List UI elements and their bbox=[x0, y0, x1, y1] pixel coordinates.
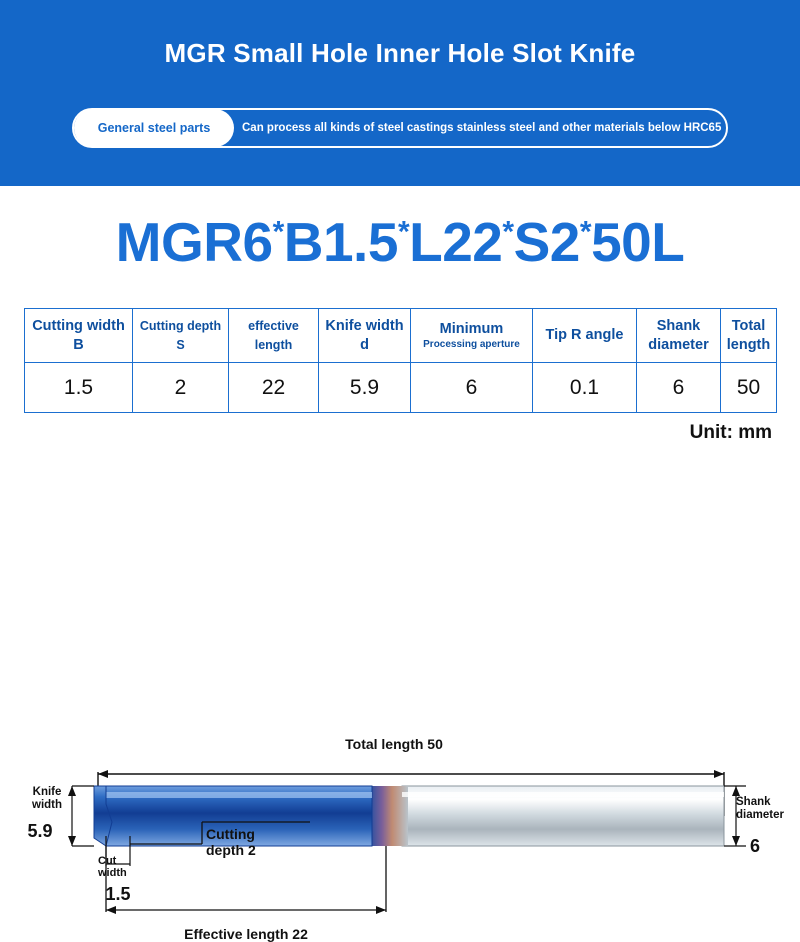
header-cell-cutting-width-label: Cutting width B bbox=[32, 317, 125, 353]
dim-knife-width bbox=[68, 786, 94, 846]
application-badge bbox=[72, 108, 728, 148]
content-card bbox=[10, 186, 790, 942]
value-knife-width: 5.9 bbox=[319, 363, 411, 413]
label-knife-width: Knife width bbox=[32, 786, 63, 811]
badge-label: General steel parts bbox=[74, 109, 234, 147]
value-minimum-aperture: 6 bbox=[411, 363, 533, 413]
value-total-length: 50 bbox=[721, 363, 777, 413]
label-shank-diameter: Shank diameter bbox=[736, 796, 784, 821]
header-cell-total-length bbox=[721, 309, 777, 363]
header-cell-cutting-depth-label: Cutting depth S bbox=[139, 318, 222, 352]
header-cell-shank-diameter bbox=[637, 309, 721, 363]
header-cell-effective-length bbox=[229, 309, 319, 363]
header-cell-cutting-depth bbox=[133, 309, 229, 363]
value-tip-r-angle: 0.1 bbox=[533, 363, 637, 413]
model-part-4: S2 bbox=[513, 211, 580, 273]
value-cutting-depth: 2 bbox=[133, 363, 229, 413]
label-shank-diameter-value: 6 bbox=[750, 836, 761, 856]
model-sep-2: * bbox=[397, 215, 410, 249]
label-cut-width-value: 1.5 bbox=[105, 884, 131, 904]
label-effective-length: Effective length 22 bbox=[184, 926, 308, 942]
header-band bbox=[0, 0, 800, 186]
value-shank-diameter: 6 bbox=[637, 363, 721, 413]
header-cell-knife-width bbox=[319, 309, 411, 363]
header-cell-cutting-width bbox=[25, 309, 133, 363]
label-cutting-depth: Cutting depth 2 bbox=[206, 826, 256, 859]
header-cell-minimum-sublabel: Processing aperture bbox=[423, 339, 520, 351]
header-cell-tip-r-angle-label: Tip R angle bbox=[545, 327, 624, 344]
value-cutting-width: 1.5 bbox=[25, 363, 133, 413]
header-cell-minimum-label: Minimum bbox=[439, 321, 504, 338]
table-header-row bbox=[25, 309, 777, 363]
header-cell-effective-length-label: effective length bbox=[248, 318, 299, 352]
model-sep-1: * bbox=[272, 215, 284, 249]
badge-description: Can process all kinds of steel castings stainless steel and other materials below HRC65 bbox=[242, 122, 722, 134]
header-cell-minimum-aperture bbox=[411, 309, 533, 363]
tool-drawing bbox=[10, 486, 790, 942]
model-part-2: B1.5 bbox=[283, 211, 398, 273]
label-cut-width: Cut width bbox=[98, 855, 127, 879]
model-code bbox=[10, 210, 790, 274]
model-part-1: MGR6 bbox=[115, 211, 273, 273]
model-sep-4: * bbox=[579, 215, 592, 249]
model-sep-3: * bbox=[502, 215, 514, 249]
tool-shank-highlight bbox=[402, 792, 724, 797]
model-part-3: L22 bbox=[409, 211, 503, 273]
page-title: MGR Small Hole Inner Hole Slot Knife bbox=[164, 38, 636, 68]
table-value-row bbox=[25, 363, 777, 413]
value-effective-length: 22 bbox=[229, 363, 319, 413]
label-total-length: Total length 50 bbox=[345, 736, 443, 752]
header-cell-total-length-label: Total length bbox=[726, 317, 771, 353]
spec-table bbox=[24, 308, 777, 413]
header-cell-tip-r-angle bbox=[533, 309, 637, 363]
label-knife-width-value: 5.9 bbox=[27, 821, 53, 841]
header-cell-knife-width-label: Knife width d bbox=[325, 317, 404, 353]
tool-shaft-highlight bbox=[106, 792, 372, 798]
unit-note: Unit: mm bbox=[689, 422, 772, 443]
model-part-5: 50L bbox=[591, 211, 685, 273]
header-cell-shank-diameter-label: Shank diameter bbox=[648, 317, 709, 353]
